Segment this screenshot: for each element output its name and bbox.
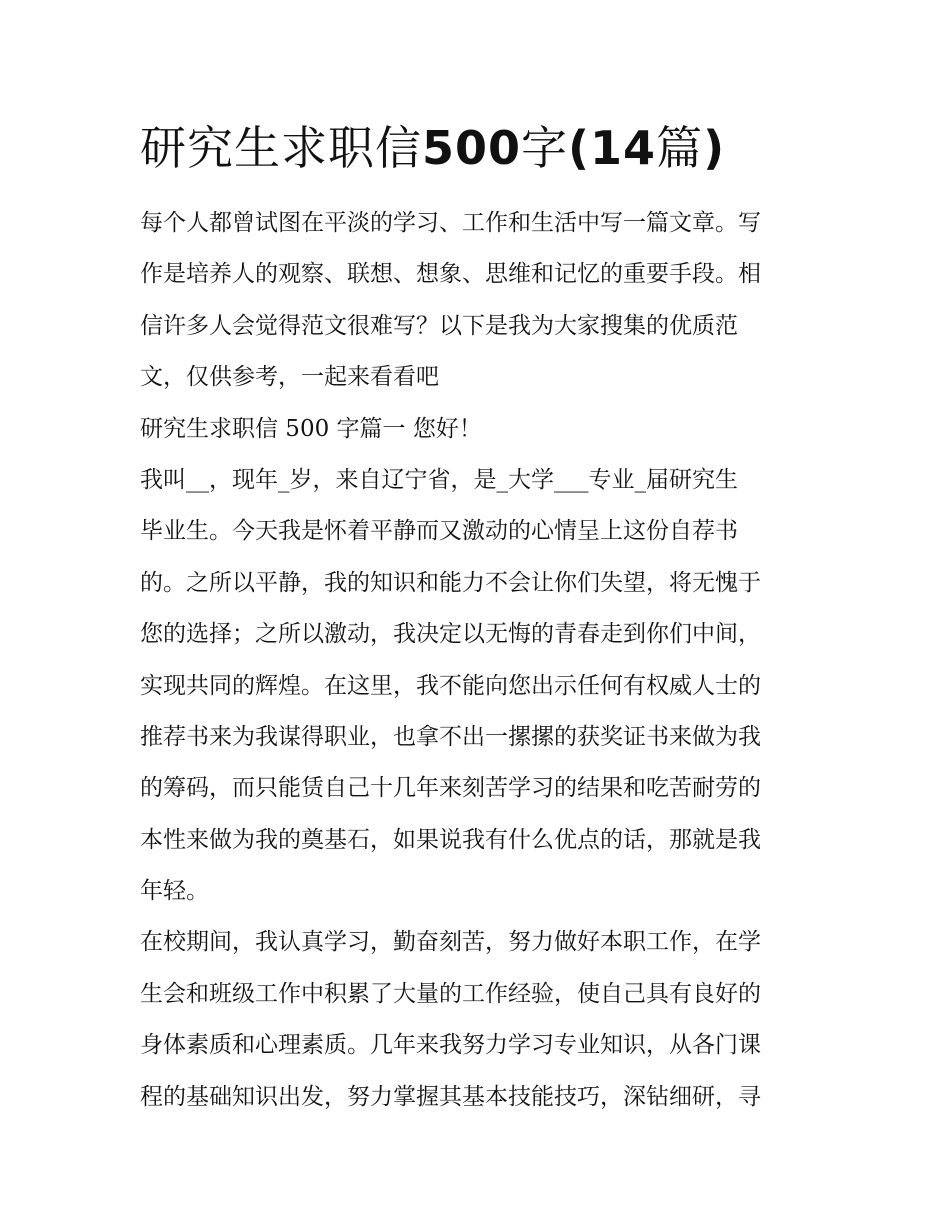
document-body [140,198,820,1123]
text-line: 程的基础知识出发，努力掌握其基本技能技巧，深钻细研，寻 [140,1083,761,1110]
text-line: 年轻。 [140,878,209,905]
text-line: 您的选择；之所以激动，我决定以无悔的青春走到你们中间， [140,621,761,648]
text-line: 身体素质和心理素质。几年来我努力学习专业知识，从各门课 [140,1032,761,1059]
title-text-1: 研究生求职信 [140,121,422,175]
title-text-2: 字 [521,121,569,175]
text-line: 文，仅供参考，一起来看看吧 [140,364,439,391]
text-line: 的筹码，而只能赁自己十几年来刻苦学习的结果和吃苦耐劳的 [140,775,761,802]
text-line: 实现共同的辉煌。在这里，我不能向您出示任何有权威人士的 [140,672,761,699]
title-number-3: ) [703,121,726,175]
title-number-2: (14 [568,121,657,175]
text-line: 的。之所以平静，我的知识和能力不会让你们失望，将无愧于 [140,569,761,596]
text-line: 生会和班级工作中积累了大量的工作经验，使自己具有良好的 [140,980,761,1007]
text-line: 作是培养人的观察、联想、想象、思维和记忆的重要手段。相 [140,261,761,288]
section-heading: 研究生求职信 500 字篇一 您好！ [140,415,482,442]
title-text-3: 篇 [656,121,704,175]
text-line: 毕业生。今天我是怀着平静而又激动的心情呈上这份自荐书 [140,518,738,545]
text-line: 推荐书来为我谋得职业，也拿不出一摞摞的获奖证书来做为我 [140,723,761,750]
document-title [140,118,725,178]
title-number-1: 500 [422,121,522,175]
text-line: 每个人都曾试图在平淡的学习、工作和生活中写一篇文章。写 [140,210,761,236]
text-line: 本性来做为我的奠基石，如果说我有什么优点的话，那就是我 [140,826,761,853]
text-line: 信许多人会觉得范文很难写？以下是我为大家搜集的优质范 [140,312,738,339]
text-line: 在校期间，我认真学习，勤奋刻苦，努力做好本职工作，在学 [140,929,761,956]
text-line: 我叫__，现年_岁，来自辽宁省，是_大学___专业_届研究生 [140,466,738,493]
